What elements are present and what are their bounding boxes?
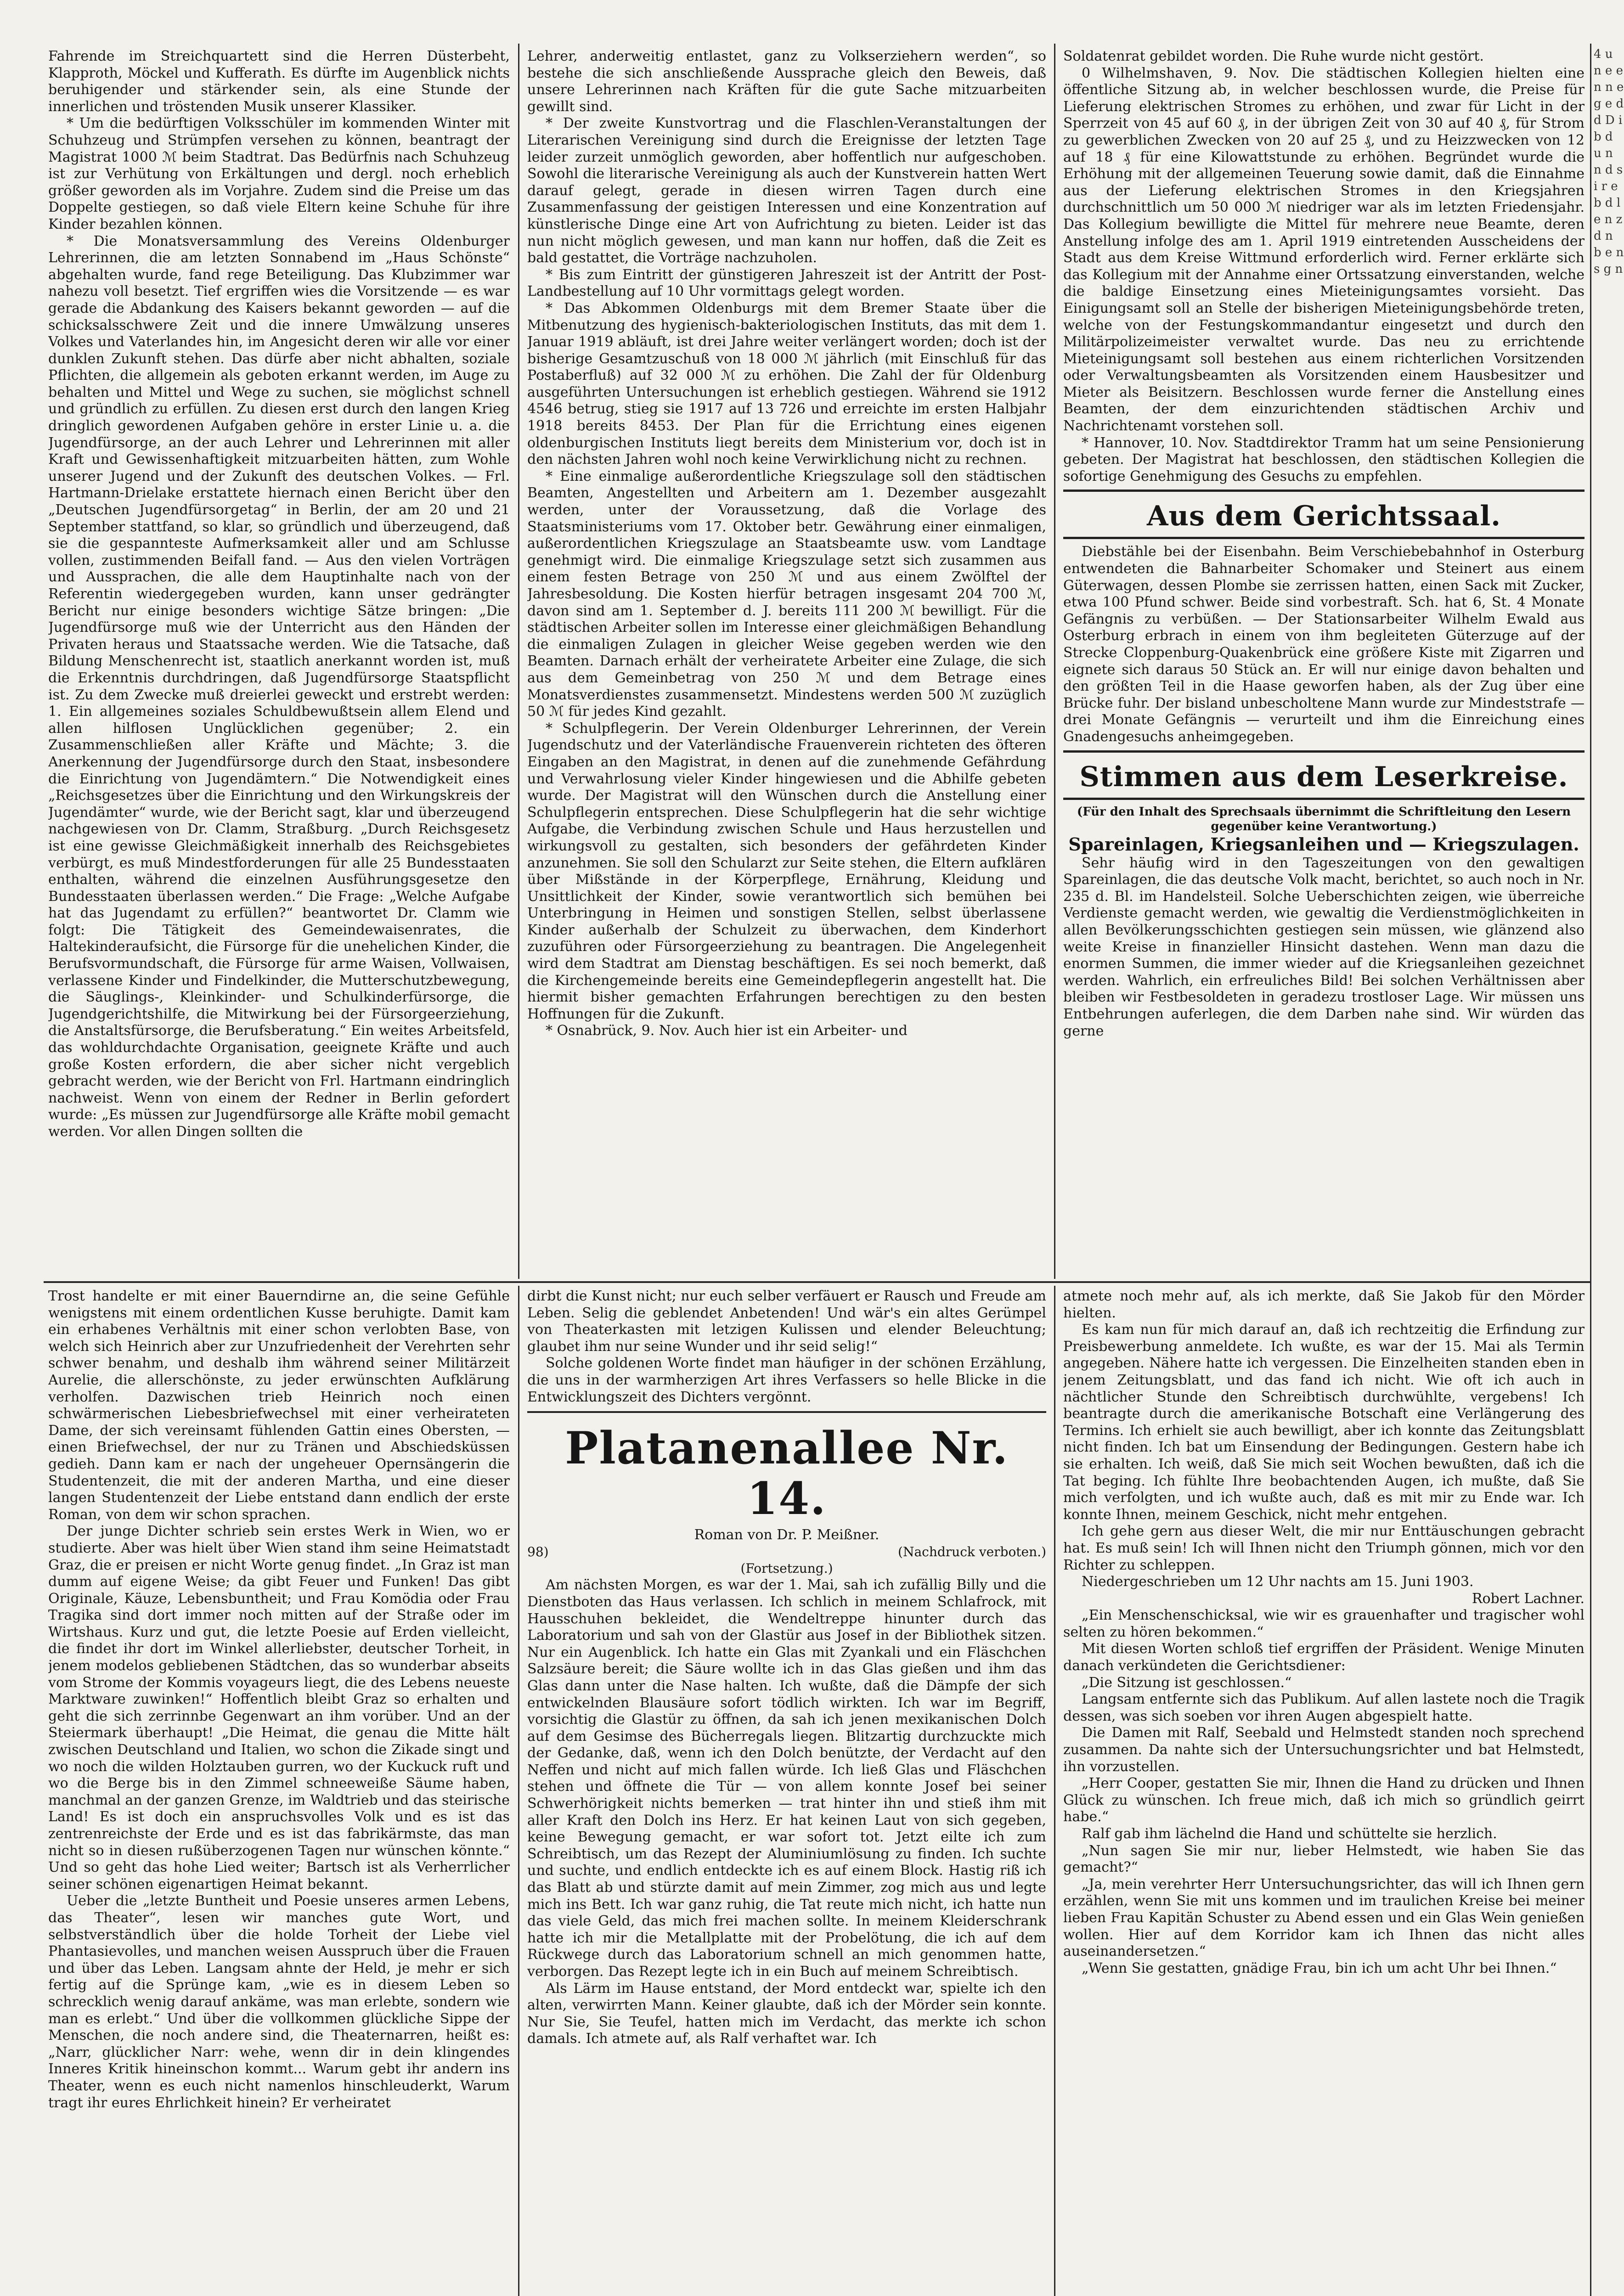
paragraph: Als Lärm im Hause entstand, der Mord entdeckt war, spielte ich den alten, verwirrten Mann. Keiner glaubte, daß ich der Mörder sein konnte. Nur Sie, Sie Teufel, hatten mich im Verdacht, das merkte ich schon damals. Ich atmete auf, als Ralf verhaftet war. Ich [527, 1980, 1046, 2047]
novel-meta [527, 1544, 1046, 1560]
bottom-column-2 [527, 1288, 1046, 2296]
top-column-1 [48, 48, 510, 1279]
disclaimer-note: (Für den Inhalt des Sprechsaals übernimmt die Schriftleitung den Lesern gegenüber keine Verantwortung.) [1077, 805, 1571, 833]
paragraph: Mit diesen Worten schloß tief ergriffen der Präsident. Wenige Minuten danach verkündeten die Gerichtsdiener: [1063, 1641, 1585, 1674]
novel-title: Platanenallee Nr. 14. [565, 1422, 1009, 1525]
bottom-column-1 [48, 1288, 510, 2296]
paragraph: Es kam nun für mich darauf an, daß ich rechtzeitig die Erfindung zur Preisbewerbung anmeldete. Ich wußte, es war der 15. Mai als Termin angegeben. Nähere hatte ich vergessen. Die Einzelheiten standen eben in jenem Zeitungsblatt, und das fand ich nicht. Wie oft ich auch in nächtlicher Stunde den Schreibtisch durchwühlte, vergebens! Ich beantragte durch die amerikanische Botschaft eine Verlängerung des Termins. Ich erhielt sie auch bewilligt, aber ich konnte das Zeitungsblatt nicht finden. Ich bat um Einsendung der Bedingungen. Gestern habe ich sie erhalten. Ich weiß, daß Sie mich seit Wochen bewußten, daß ich die Tat beging. Ich fühlte Ihre beobachtenden Augen, ich mußte, daß Sie mich verfolgten, und ich wußte auch, daß es mit mir zu Ende war. Ich konnte Ihnen, meinem Geschick, nicht mehr entgehen. [1063, 1322, 1585, 1523]
top-column-3 [1063, 48, 1585, 1279]
paragraph: Fahrende im Streichquartett sind die Herren Düsterbeht, Klapproth, Möckel und Kufferath. Es dürfte im Augenblick nichts beruhigender und stärkender sein, als eine Stunde der innerlichen und tröstenden Musik unserer Klassiker. [48, 48, 510, 115]
paragraph: Diebstähle bei der Eisenbahn. Beim Verschiebebahnhof in Osterburg entwendeten die Bahnarbeiter Schomaker und Steinert aus einem Güterwagen, dessen Plombe sie zerrissen hatten, einen Sack mit Zucker, etwa 100 Pfund schwer. Beide sind vorbestraft. Sch. hat 6, St. 4 Monate Gefängnis zu verbüßen. — Der Stationsarbeiter Wilhelm Ewald aus Osterburg erbrach in einem von ihm begleiteten Güterzuge auf der Strecke Cloppenburg-Quakenbrück eine größere Kiste mit Zigarren und eignete sich daraus 50 Stück an. Er will nur einige davon behalten und den größten Teil in die Haase geworfen haben, als der Zug über eine Brücke fuhr. Der bisland unbescholtene Mann wurde zur Mindeststrafe — drei Monate Gefängnis — verurteilt und ihm die Einreichung eines Gnadengesuchs anheimgegeben. [1063, 544, 1585, 745]
column-rule [1054, 44, 1055, 1279]
paragraph: Ueber die „letzte Buntheit und Poesie unseres armen Lebens, das Theater“, lesen wir manches gute Wort, und selbstverständlich über die holde Torheit der Liebe viel Phantasievolles, und manchen weisen Ausspruch über die Frauen und über das Leben. Langsam ahnte der Held, je mehr er sich fertig auf die Sprünge kam, „wie es in diesem Leben so schrecklich wenig darauf ankäme, was man erlebte, sondern wie man es erlebt.“ Und über die vollkommen glückliche Sippe der Menschen, die noch andere sind, die Theaternarren, heißt es: „Narr, glücklicher Narr: wehe, wenn dir in dein klingendes Inneres Kritik hineinschon kommt... Warum gebt ihr andern ins Theater, wenn es euch nicht namenlos hinschleuderkt, Warum tragt ihr eures Ehrlichkeit hinein? Er verheiratet [48, 1893, 510, 2111]
section-heading: Aus dem Gerichtssaal. [1146, 500, 1501, 533]
paragraph: * Hannover, 10. Nov. Stadtdirektor Tramm hat um seine Pensionierung gebeten. Der Magistrat hat beschlossen, den städtischen Kollegien die sofortige Genehmigung des Gesuchs zu empfehlen. [1063, 434, 1585, 484]
column-rule [518, 1286, 519, 2296]
column-rule [518, 44, 519, 1279]
paragraph: 0 Wilhelmshaven, 9. Nov. Die städtischen Kollegien hielten eine öffentliche Sitzung ab, in welcher beschlossen wurde, die Preise für Lieferung elektrischen Stromes zu erhöhen, und zwar für Licht in der Sperrzeit von 45 auf 60 ₰, in der übrigen Zeit von 30 auf 40 ₰, für Strom zu gewerblichen Zwecken von 20 auf 25 ₰, und zu Heizzwecken von 12 auf 18 ₰ für eine Kilowattstunde zu erhöhen. Begründet wurde die Erhöhung mit der allgemeinen Teuerung sowie damit, daß die Einnahme aus der Lieferung elektrischen Stromes in den Kriegsjahren durchschnittlich um 50 000 ℳ niedriger war als im letzten Friedensjahr. Das Kollegium bewilligte die Mittel für mehrere neue Beamte, deren Anstellung infolge des am 1. April 1919 eintretenden Ausscheidens der Stadt aus dem Kreise Wittmund erforderlich wird. Ferner erklärte sich das Kollegium mit der Annahme einer Ortssatzung einverstanden, welche die baldige Einsetzung eines Mieteinigungsamtes vorsieht. Das Einigungsamt soll an Stelle der bisherigen Mieteinigungsbehörde treten, welche von der Festungskommandantur eingesetzt und durch den Militärpolizeimeister verwaltet wurde. Das neu zu errichtende Mieteinigungsamt soll bestehen aus einem richterlichen Vorsitzenden oder Verwaltungsbeamten als Vorsitzenden einem Hausbesitzer und Mieter als Beisitzern. Beschlossen wurde ferner die Anstellung eines Beamten, der dem einzurichtenden städtischen Archiv und Nachrichtenamt vorstehen soll. [1063, 65, 1585, 434]
paragraph: Trost handelte er mit einer Bauerndirne an, die seine Gefühle wenigstens mit einem ordentlichen Kusse beruhigte. Damit kam ein erhabenes Verhältnis mit einer schon verlobten Base, von welch sich Heinrich aber zur Unzufriedenheit der Verehrten sehr schwer benahm, und deshalb ihm während seiner Militärzeit Aurelie, die allerschönste, zu jeder erwünschten Aufklärung verholfen. Dazwischen trieb Heinrich noch einen schwärmerischen Liebesbriefwechsel mit einer verheirateten Dame, der sich vereinsamt fühlenden Gattin eines Obersten, — einen Briefwechsel, der nur zu Tränen und Abschiedsküssen gedieh. Dann kam er nach der ungeheuer Opernsängerin die Studentenzeit, die mit der anderen Martha, und eine dieser langen Studentenzeit der Liebe entstand dann endlich der erste Roman, von dem wir schon sprachen. [48, 1288, 510, 1523]
paragraph: * Das Abkommen Oldenburgs mit dem Bremer Staate über die Mitbenutzung des hygienisch-bakteriologischen Instituts, das mit dem 1. Januar 1919 abläuft, ist drei Jahre weiter verlängert worden; doch ist der bisherige Gesamtzuschuß von 18 000 ℳ jährlich (mit Einschluß für das Postaberfluß) auf 32 000 ℳ zu erhöhen. Die Zahl der für Oldenburg ausgeführten Untersuchungen ist erheblich gestiegen. Während sie 1912 4546 betrug, stieg sie 1917 auf 13 726 und erreichte im ersten Halbjahr 1918 bereits 8453. Der Plan für die Errichtung eines eigenen oldenburgischen Instituts liegt bereits dem Ministerium vor, doch ist in den nächsten Jahren wohl noch keine Verwirklichung nicht zu rechnen. [527, 300, 1046, 468]
cropped-edge-column: 4 u n e e n n e g e d d D i b d u n n d s i r e b d l e n z d n b e n s g n [1594, 47, 1624, 276]
paragraph: „Herr Cooper, gestatten Sie mir, Ihnen die Hand zu drücken und Ihnen Glück zu wünschen. Ich freue mich, daß ich mich so gründlich geirrt habe.“ [1063, 1775, 1585, 1825]
paragraph: Solche goldenen Worte findet man häufiger in der schönen Erzählung, die uns in der warmherzigen Art ihres Verfassers so helle Blicke in die Entwicklungszeit des Dichters vergönnt. [527, 1355, 1046, 1405]
feuilleton-rule [527, 1411, 1046, 1413]
novel-author: Roman von Dr. P. Meißner. [694, 1527, 880, 1543]
paragraph: * Bis zum Eintritt der günstigeren Jahreszeit ist der Antritt der Post-Landbestellung auf 10 Uhr vormittags gelegt worden. [527, 266, 1046, 300]
installment-number: 98) [527, 1544, 549, 1559]
column-rule [1054, 1286, 1055, 2296]
paragraph: * Die Monatsversammlung des Vereins Oldenburger Lehrerinnen, die am letzten Sonnabend im „Haus Schönste“ abgehalten wurde, fand rege Beteiligung. Das Klubzimmer war nahezu voll besetzt. Tief ergriffen wies die Vorsitzende — es war gerade die Abdankung des Kaisers bekannt geworden — auf die schicksalsschwere Zeit und die innere Umwälzung unseres Volkes und Vaterlandes hin, im Angesicht deren wir alle vor einer dunklen Zukunft stehen. Das dürfe aber nicht abhalten, soziale Pflichten, die allgemein als geboten erkannt werden, im Auge zu behalten und Mittel und Wege zu suchen, sie möglichst schnell und gründlich zu erfüllen. Zu diesen erst durch den langen Krieg dringlich gewordenen Aufgaben gehöre in erster Linie u. a. die Jugendfürsorge, an der auch Lehrer und Lehrerinnen mit aller Kraft und Gewissenhaftigkeit mitzuarbeiten hätten, zum Wohle unserer Jugend und der Zukunft des deutschen Volkes. — Frl. Hartmann-Drielake erstattete hiernach einen Bericht über den „Deutschen Jugendfürsorgetag“ in Berlin, der am 20 und 21 September stattfand, so klar, so gründlich und überzeugend, daß sie die gespannteste Aufmerksamkeit aller und am Schlusse vollen, zustimmenden Beifall fand. — Aus den vielen Vorträgen und Aussprachen, die alle dem Hauptinhalte nach von der Referentin wiedergegeben wurden, kann unser gedrängter Bericht nur einige besonders wichtige Sätze bringen: „Die Jugendfürsorge muß wie der Unterricht aus den Händen der Privaten heraus und Staatssache werden. Wie die Tatsache, daß Bildung Menschenrecht ist, staatlich anerkannt worden ist, muß die Erkenntnis durchdringen, daß Jugendfürsorge Staatspflicht ist. Zu dem Zwecke muß dreierlei geweckt und erstrebt werden: 1. Ein allgemeines soziales Schuldbewußtsein allem Elend und allen hilflosen Unglücklichen gegenüber; 2. ein Zusammenschließen aller Kräfte und Mächte; 3. die Anerkennung der Jugendfürsorge durch den Staat, insbesondere die Einrichtung von Jugendämtern.“ Die Notwendigkeit eines „Reichsgesetzes über die Einrichtung und den Wirkungskreis der Jugendämter“ wurde, wie der Bericht sagt, klar und überzeugend nachgewiesen von Dr. Clamm, Straßburg. „Durch Reichsgesetz ist eine gewisse Gleichmäßigkeit innerhalb des Reichsgebietes verbürgt, es muß Mindestforderungen für alle 25 Bundesstaaten enthalten, während die einzelnen Ausführungsgesetze den Bundesstaaten überlassen werden.“ Die Frage: „Welche Aufgabe hat das Jugendamt zu erfüllen?“ beantwortet Dr. Clamm wie folgt: Die Tätigkeit des Gemeindewaisenrates, die Haltekinderaufsicht, die Fürsorge für die unehelichen Kinder, die Berufsvormundschaft, die Fürsorge für arme Waisen, Vollwaisen, verlassene Kinder und Findelkinder, die Mutterschutzbewegung, die Säuglings-, Kleinkinder- und Schulkinderfürsorge, die Jugendgerichtshilfe, die Mitwirkung bei der Fürsorgeerziehung, die Anstaltsfürsorge, die Berufsberatung.“ Ein weites Arbeitsfeld, das wohldurchdachte Organisation, geeignete Kräfte und auch große Kosten erfordern, die aber sicher nicht vergeblich gebracht werden, wie der Bericht von Frl. Hartmann eindringlich nachweist. Wenn von einem der Redner in Berlin gefordert wurde: „Es müssen zur Jugendfürsorge alle Kräfte mobil gemacht werden. Vor allen Dingen sollten die [48, 233, 510, 1140]
paragraph: * Eine einmalige außerordentliche Kriegszulage soll den städtischen Beamten, Angestellten und Arbeitern am 1. Dezember ausgezahlt werden, unter der Voraussetzung, daß die Vorlage des Staatsministeriums vom 17. Oktober betr. Gewährung einer einmaligen, außerordentlichen Kriegszulage an Staatsbeamte usw. vom Landtage genehmigt wird. Die einmalige Kriegszulage setzt sich zusammen aus einem festen Betrage von 250 ℳ und aus einem Zwölftel der Jahresbesoldung. Die Kosten hierfür betragen insgesamt 204 700 ℳ, davon sind am 1. September d. J. bereits 111 200 ℳ bewilligt. Für die städtischen Arbeiter sollen im Interesse einer gleichmäßigen Behandlung die einmaligen Zulagen in gleicher Weise gegeben werden wie den Beamten. Darnach erhält der verheiratete Arbeiter eine Zulage, die sich aus dem Gemeinbetrag von 250 ℳ und dem Betrage eines Monatsverdienstes zusammensetzt. Mindestens werden 500 ℳ zuzüglich 50 ℳ für jedes Kind gezahlt. [527, 468, 1046, 720]
paragraph: „Nun sagen Sie mir nur, lieber Helmstedt, wie haben Sie das gemacht?“ [1063, 1842, 1585, 1876]
paragraph: Sehr häufig wird in den Tageszeitungen von den gewaltigen Spareinlagen, die das deutsche Volk macht, berichtet, so auch noch in Nr. 235 d. Bl. im Handelsteil. Solche Ueberschichten zeigen, wie überreiche Verdienste gemacht werden, wie gewaltig die Verdienstmöglichkeiten in allen Bevölkerungsschichten gestiegen sein müssen, wie glänzend also weite Kreise in finanzieller Hinsicht dastehen. Wenn man dazu die enormen Summen, die immer wieder auf die Kriegsanleihen gezeichnet werden. Wahrlich, ein erfreuliches Bild! Bei solchen Verhältnissen aber bleiben wir Festbesoldeten in geradezu trostloser Lage. Wir müssen uns Entbehrungen auferlegen, die dem Darben nahe sind. Wir würden das gerne [1063, 855, 1585, 1039]
section-box-gerichtssaal [1063, 490, 1585, 539]
page-edge-rule [1590, 44, 1591, 2296]
paragraph: Ich gehe gern aus dieser Welt, die mir nur Enttäuschungen gebracht hat. Es muß sein! Ich will Ihnen nicht den Triumph gönnen, mich vor den Richter zu schleppen. [1063, 1523, 1585, 1573]
paragraph: Am nächsten Morgen, es war der 1. Mai, sah ich zufällig Billy und die Dienstboten das Haus verlassen. Ich schlich in meinem Schlafrock, mit Hausschuhen bekleidet, die Wendeltreppe hinunter durch das Laboratorium und sah von der Glastür aus Josef in der Bibliothek sitzen. Nur ein Augenblick. Ich hatte ein Glas mit Zyankali und ein Fläschchen Salzsäure bereit; die Säure wollte ich in das Glas gießen und ihm das Glas dann unter die Nase halten. Ich wußte, daß die Dämpfe der sich entwickelnden Blausäure sofort tödlich wirkten. Ich war im Begriff, vorsichtig die Glastür zu öffnen, da sah ich jenen mexikanischen Dolch auf dem Gesimse des Bücherregals liegen. Blitzartig durchzuckte mich der Gedanke, daß, wenn ich den Dolch benützte, der Verdacht auf den Neffen und nicht auf mich fallen würde. Ich ließ Glas und Fläschchen stehen und öffnete die Tür — von allem konnte Josef bei seiner Schwerhörigkeit nichts bemerken — trat hinter ihn und stieß ihm mit aller Kraft den Dolch ins Herz. Er hat keinen Laut von sich gegeben, keine Bewegung gemacht, er war sofort tot. Jetzt eilte ich zum Schreibtisch, um das Rezept der Aluminiumlösung zu finden. Ich suchte und suchte, und endlich entdeckte ich es auf einem Block. Hastig riß ich das Blatt ab und stürzte damit auf mein Zimmer, zog mich aus und legte mich ins Bett. Ich war ganz ruhig, die Tat reute mich nicht, ich hatte nun das viele Geld, das mich frei machen sollte. In meinem Kleiderschrank hatte ich mir die Metallplatte mit der Probelötung, die ich auf dem Rückwege durch das Laboratorium schnell an mich genommen hatte, verborgen. Das Rezept legte ich in ein Buch auf meinem Schreibtisch. [527, 1577, 1046, 1980]
paragraph: Ralf gab ihm lächelnd die Hand und schüttelte sie herzlich. [1082, 1826, 1497, 1842]
paragraph: Langsam entfernte sich das Publikum. Auf allen lastete noch die Tragik dessen, was sich soeben vor ihren Augen abgespielt hatte. [1063, 1691, 1585, 1724]
article-subheading: Spareinlagen, Kriegsanleihen und — Kriegszulagen. [1068, 833, 1579, 855]
paragraph: „Ein Menschenschicksal, wie wir es grauenhafter und tragischer wohl selten zu hören bekommen.“ [1063, 1607, 1585, 1640]
paragraph: „Wenn Sie gestatten, gnädige Frau, bin ich um acht Uhr bei Ihnen.“ [1082, 1960, 1557, 1976]
section-rule [44, 1281, 1591, 1283]
paragraph: dirbt die Kunst nicht; nur euch selber verfäuert er Rausch und Freude am Leben. Selig die geblendet Anbetenden! Und wär's ein altes Gerümpel von Theaterkasten mit letzigen Kulissen und elender Beleuchtung; glaubet ihm nur seine Wunder und ihr seid selig!“ [527, 1288, 1046, 1355]
continuation-note: (Fortsetzung.) [740, 1560, 833, 1576]
paragraph: „Ja, mein verehrter Herr Untersuchungsrichter, das will ich Ihnen gern erzählen, wenn Sie mit uns kommen und im traulichen Kreise bei meiner lieben Frau Kapitän Schuster zu Abend essen und ein Glas Wein genießen wollen. Hier auf dem Korridor kam ich Ihnen das nicht alles auseinandersetzen.“ [1063, 1876, 1585, 1960]
paragraph: * Der zweite Kunstvortrag und die Flaschlen-Veranstaltungen der Literarischen Vereinigung sind durch die Ereignisse der letzten Tage leider zurzeit unmöglich geworden, aber hoffentlich nur aufgeschoben. Sowohl die literarische Vereinigung als auch der Kunstverein hatten Wert darauf gelegt, gerade in diesen wirren Tagen durch eine Zusammenfassung der geistigen Interessen und eine Konzentration auf künstlerische Dinge eine Art von Aufrichtung zu bieten. Leider ist das nun nicht möglich gewesen, und man kann nur hoffen, daß die Zeit es bald gestattet, die Vorträge nachzuholen. [527, 115, 1046, 266]
paragraph: Der junge Dichter schrieb sein erstes Werk in Wien, wo er studierte. Aber was hielt über Wien stand ihm seine Heimatstadt Graz, die er preisen er nicht Worte genug findet. „In Graz ist man dumm auf eigene Weise; da gibt Feuer und Funken! Das gibt Originale, Käuze, Lebensbuntheit; und Frau Komödia oder Frau Tragika sind dort immer noch mitten auf der Straße oder im Wirtshaus. Kurz und gut, die letzte Poesie auf Erden vielleicht, die findet ihr dort im Winkel allerliebster, deutscher Torheit, in jenem modelos gebliebenen Städtchen, das so wunderbar abseits vom Strome der Kommis voyageurs liegt, die des Lebens neueste Marktware zuwinken!“ Hoffentlich bleibt Graz so erhalten und geht die sich zerrinnbe Gegenwart an ihm vorüber. Und an der Steiermark überhaupt! „Die Heimat, die genau die Mitte hält zwischen Deutschland und Italien, wo schon die Zikade singt und wo noch die wilden Holztauben gurren, wo der Kuckuck ruft und wo die Berge bis in den Zimmel schneeweiße Säume haben, manchmal an der ganzen Grenze, im Waldtrieb und das steirische Land! Es ist doch ein anspruchsvolles Volk und es ist das zentrenreichste der Erde und es ist das fabrikärmste, das man nicht so in diesen rußüberzogenen Tagen nur wünschen könnte.“ Und so geht das hohe Lied weiter; Bartsch ist als Verherrlicher seiner schönen eigenartigen Heimat bekannt. [48, 1523, 510, 1892]
paragraph: * Um die bedürftigen Volksschüler im kommenden Winter mit Schuhzeug und Strümpfen versehen zu können, beantragt der Magistrat 1000 ℳ beim Stadtrat. Das Bedürfnis nach Schuhzeug ist zur Verhütung von Erkältungen und dergl. noch erheblich größer geworden als im Vorjahre. Zudem sind die Preise um das Doppelte gestiegen, so daß viele Eltern keine Schuhe für ihre Kinder bezahlen können. [48, 115, 510, 232]
paragraph: Niedergeschrieben um 12 Uhr nachts am 15. Juni 1903. [1082, 1574, 1474, 1590]
paragraph: * Osnabrück, 9. Nov. Auch hier ist ein Arbeiter- und [546, 1023, 908, 1039]
copyright-note: (Nachdruck verboten.) [898, 1544, 1046, 1559]
signature: Robert Lachner. [1472, 1590, 1585, 1607]
paragraph: atmete noch mehr auf, als ich merkte, daß Sie Jakob für den Mörder hielten. [1063, 1288, 1585, 1321]
section-heading: Stimmen aus dem Leserkreise. [1079, 760, 1568, 793]
paragraph: Lehrer, anderweitig entlastet, ganz zu Volkserziehern werden“, so bestehe die sich anschließende Aussprache gleich den Beweis, daß unsere Lehrerinnen nach Kräften für die gute Sache mitzuarbeiten gewillt sind. [527, 48, 1046, 115]
paragraph: Die Damen mit Ralf, Seebald und Helmstedt standen noch sprechend zusammen. Da nahte sich der Untersuchungsrichter und bat Helmstedt, ihn vorzustellen. [1063, 1725, 1585, 1775]
top-column-2 [527, 48, 1046, 1279]
section-box-leserkreise [1063, 750, 1585, 800]
paragraph: „Die Sitzung ist geschlossen.“ [1082, 1674, 1292, 1691]
bottom-column-3 [1063, 1288, 1585, 2296]
paragraph: * Schulpflegerin. Der Verein Oldenburger Lehrerinnen, der Verein Jugendschutz und der Vaterländische Frauenverein richteten des öfteren Eingaben an den Magistrat, in denen auf die zunehmende Gefährdung und Verwahrlosung vieler Kinder hingewiesen und die Abhilfe gebeten wurde. Der Magistrat will den Wünschen durch die Anstellung einer Schulpflegerin entsprechen. Diese Schulpflegerin hat die sehr wichtige Aufgabe, die Verbindung zwischen Schule und Haus herzustellen und wirkungsvoll zu gestalten, sich besonders der gefährdeten Kinder anzunehmen. Sie soll den Schularzt zur Seite stehen, die Eltern aufklären über Mißstände in der Körperpflege, Ernährung, Kleidung und Unsittlichkeit der Kinder, sowie verantwortlich sich bemühen bei Unterbringung in Heimen und sonstigen Stellen, selbst überlassene Kinder außerhalb der Schulzeit zu überwachen, dem Kinderhort zuzuführen oder Fürsorgeerziehung zu beantragen. Die Angelegenheit wird dem Stadtrat am Dienstag beschäftigen. Es sei noch bemerkt, daß die Kirchengemeinde bereits eine Gemeindepflegerin angestellt hat. Die hiermit bisher gemachten Erfahrungen berechtigen zu den besten Hoffnungen für die Zukunft. [527, 720, 1046, 1022]
paragraph: Soldatenrat gebildet worden. Die Ruhe wurde nicht gestört. [1063, 48, 1484, 64]
